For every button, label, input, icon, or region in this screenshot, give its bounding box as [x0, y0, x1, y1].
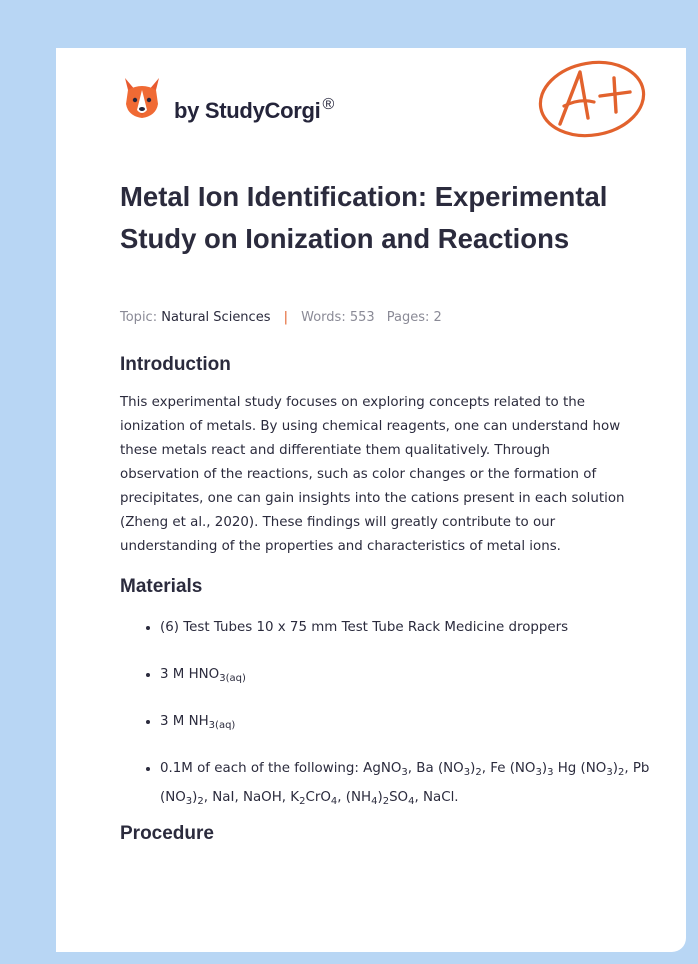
list-item: • (6) Test Tubes 10 x 75 mm Test Tube Rack Medicine droppers: [160, 613, 680, 642]
introduction-heading: Introduction: [120, 354, 231, 375]
document-title: Metal Ion Identification: Experimental Study on Ionization and Reactions: [120, 181, 608, 254]
a-plus-grade-icon: [536, 58, 648, 140]
document-page: [56, 48, 686, 952]
list-item: • 3 M $HNO_{3(aq)}$: [160, 660, 680, 689]
corgi-icon: [122, 76, 162, 120]
topic-link[interactable]: Natural Sciences: [161, 310, 271, 325]
topic-label: Topic:: [120, 310, 158, 325]
brand-name-text: by StudyCorgi: [174, 98, 321, 123]
materials-list: [120, 613, 680, 812]
page-count: Pages: 2: [386, 310, 442, 325]
list-item: • 3 M $NH_{3(aq)}$: [160, 707, 680, 736]
list-item: • 0.1M of each of the following: AgNO$_3$, Ba $(NO_3)_2$, Fe $(NO_3)_3$ Hg $(NO_3)_2$, Pb $(NO_3)_2$, NaI, NaOH, $K_2CrO_4$, $(NH_4)_2SO_4$, NaCl.: [160, 754, 680, 812]
introduction-text: This experimental study focuses on exploring concepts related to the ionization of metals. By using chemical reagents, one can understand how these metals react and differentiate them qualitatively. Through observation of the reactions, such as color changes or the formation of precipitates, one can gain insights into the cations present in each solution (Zheng et al., 2020). These findings will greatly contribute to our understanding of the properties and characteristics of metal ions.: [120, 395, 625, 554]
meta-separator: |: [283, 310, 288, 325]
procedure-heading: Procedure: [120, 823, 214, 844]
document-meta: [120, 310, 442, 325]
word-count: Words: 553: [301, 310, 375, 325]
brand-name: [174, 96, 334, 124]
materials-heading: Materials: [120, 576, 203, 597]
registered-mark: ®: [322, 96, 334, 113]
